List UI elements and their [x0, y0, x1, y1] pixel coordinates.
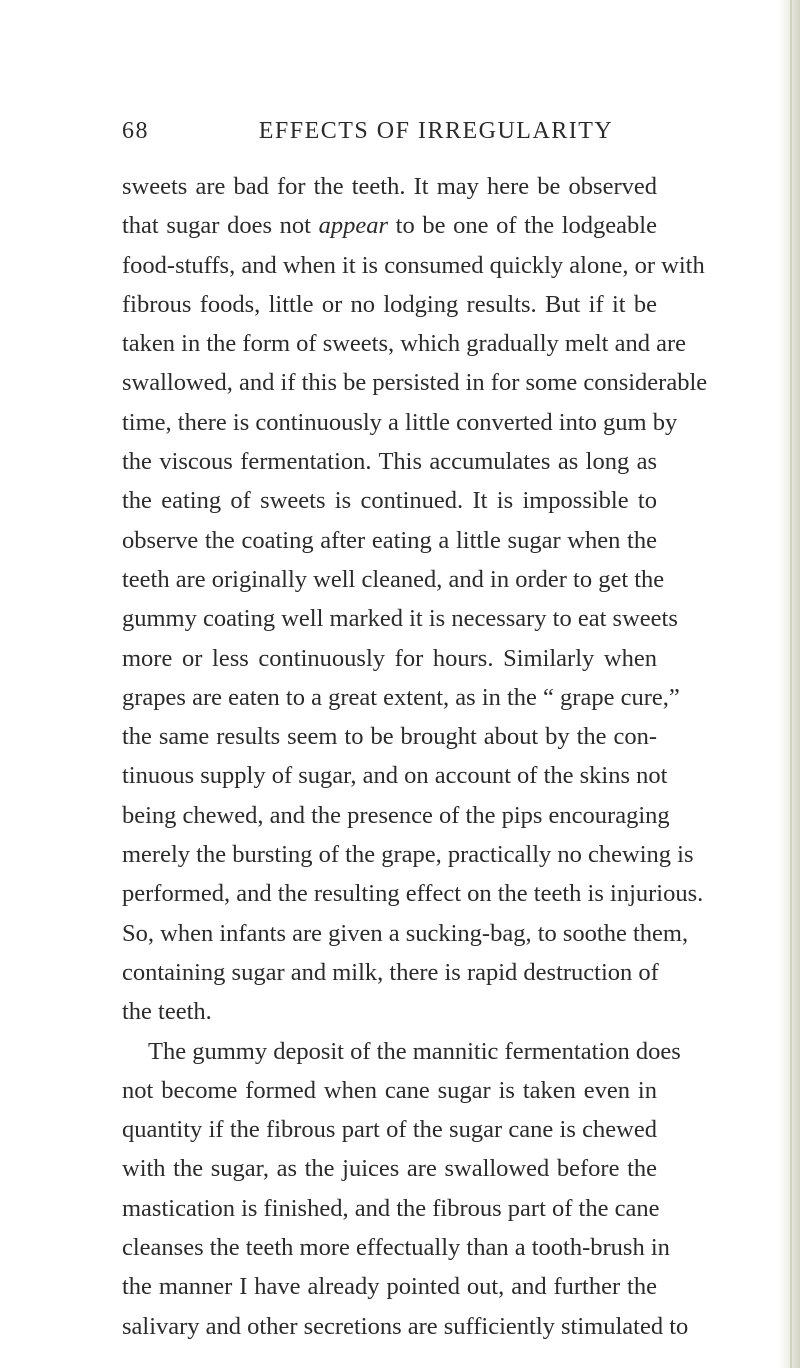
text-line-25: quantity if the fibrous part of the sugar cane is chewed	[122, 1116, 657, 1144]
text-line-29: the manner I have already pointed out, and further the	[122, 1273, 657, 1301]
text-line-15: the same results seem to be brought about by the con-	[122, 723, 657, 751]
text-line-2-end: to be one of the lodgeable	[388, 212, 657, 240]
text-line-2-start: that sugar does not	[122, 212, 319, 240]
page-edge-shadow	[778, 0, 800, 1368]
page-number: 68	[122, 118, 149, 144]
page-edge-line	[790, 0, 792, 1368]
text-line-14: grapes are eaten to a great extent, as in the “ grape cure,”	[122, 683, 680, 711]
text-line-18: merely the bursting of the grape, practically no chewing is	[122, 841, 694, 869]
text-line-26: with the sugar, as the juices are swallowed before the	[122, 1155, 657, 1183]
running-head	[122, 118, 662, 152]
text-line-21: containing sugar and milk, there is rapid destruction of	[122, 958, 659, 986]
text-line-8: the viscous fermentation. This accumulates as long as	[122, 448, 657, 476]
text-line-20: So, when infants are given a sucking-bag, to soothe them,	[122, 919, 689, 947]
text-line-10: observe the coating after eating a little sugar when the	[122, 526, 657, 554]
text-line-13: more or less continuously for hours. Similarly when	[122, 644, 657, 672]
text-line-24: not become formed when cane sugar is taken even in	[122, 1076, 657, 1104]
header-title: EFFECTS OF IRREGULARITY	[258, 118, 614, 144]
text-line-5: taken in the form of sweets, which gradually melt and are	[122, 330, 686, 358]
text-line-28: cleanses the teeth more effectually than a tooth-brush in	[122, 1234, 670, 1262]
text-line-19: performed, and the resulting effect on the teeth is injurious.	[122, 880, 704, 908]
text-line-11: teeth are originally well cleaned, and in order to get the	[122, 565, 665, 593]
body-text	[122, 167, 708, 1346]
text-line-22: the teeth.	[122, 998, 212, 1026]
text-line-3: food-stuffs, and when it is consumed quickly alone, or with	[122, 251, 705, 279]
text-line-7: time, there is continuously a little converted into gum by	[122, 408, 678, 436]
text-line-16: tinuous supply of sugar, and on account of the skins not	[122, 762, 668, 790]
text-line-2	[122, 206, 657, 245]
text-line-23: The gummy deposit of the mannitic fermentation does	[148, 1037, 681, 1065]
text-line-17: being chewed, and the presence of the pips encouraging	[122, 801, 670, 829]
text-line-4: fibrous foods, little or no lodging results. But if it be	[122, 290, 657, 318]
text-line-9: the eating of sweets is continued. It is impossible to	[122, 487, 657, 515]
text-line-30: salivary and other secretions are sufficiently stimulated to	[122, 1312, 689, 1340]
text-line-12: gummy coating well marked it is necessary to eat sweets	[122, 605, 678, 633]
text-line-1: sweets are bad for the teeth. It may here be observed	[122, 173, 657, 200]
text-line-6: swallowed, and if this be persisted in for some considerable	[122, 369, 708, 397]
italic-word: appear	[318, 212, 389, 240]
text-line-27: mastication is finished, and the fibrous part of the cane	[122, 1194, 660, 1222]
